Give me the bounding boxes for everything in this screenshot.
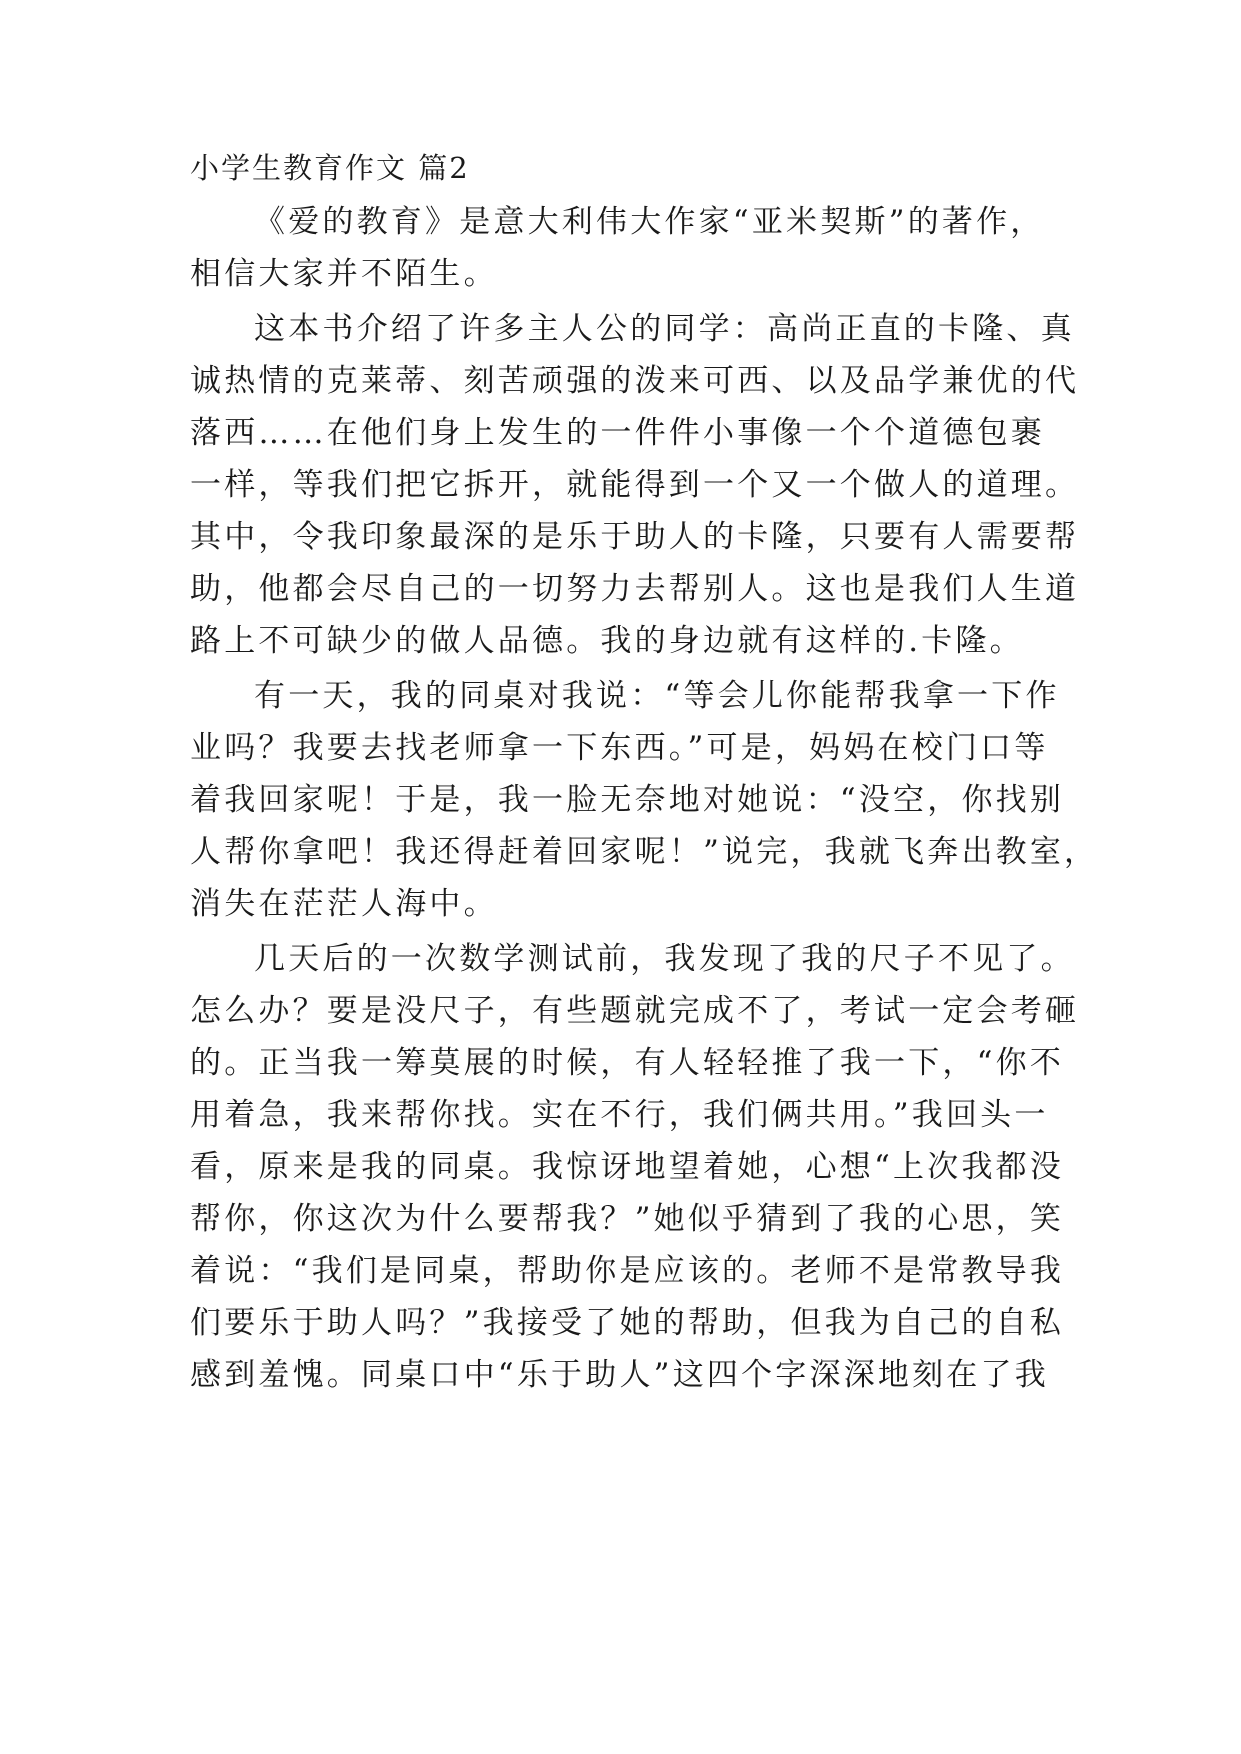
paragraph-3-line-4: 人帮你拿吧！我还得赶着回家呢！”说完，我就飞奔出教室， — [190, 834, 1099, 870]
paragraph-4-line-2: 怎么办？要是没尺子，有些题就完成不了，考试一定会考砸 — [190, 993, 1080, 1029]
paragraph-4-line-7: 着说：“我们是同桌，帮助你是应该的。老师不是常教导我 — [190, 1253, 1065, 1289]
paragraph-2-line-2: 诚热情的克莱蒂、刻苦顽强的泼来可西、以及品学兼优的代 — [190, 363, 1080, 399]
paragraph-2-line-5: 其中，令我印象最深的是乐于助人的卡隆，只要有人需要帮 — [190, 519, 1080, 555]
paragraph-2-line-4: 一样，等我们把它拆开，就能得到一个又一个做人的道理。 — [190, 467, 1080, 503]
paragraph-2-line-7: 路上不可缺少的做人品德。我的身边就有这样的.卡隆。 — [190, 623, 1024, 659]
paragraph-2-line-1: 这本书介绍了许多主人公的同学：高尚正直的卡隆、真 — [254, 311, 1075, 347]
paragraph-4-line-5: 看，原来是我的同桌。我惊讶地望着她，心想“上次我都没 — [190, 1149, 1065, 1185]
paragraph-2-line-3: 落西……在他们身上发生的一件件小事像一个个道德包裹 — [190, 415, 1045, 451]
paragraph-4-line-8: 们要乐于助人吗？”我接受了她的帮助，但我为自己的自私 — [190, 1305, 1065, 1341]
paragraph-3-line-2: 业吗？我要去找老师拿一下东西。”可是，妈妈在校门口等 — [190, 730, 1049, 766]
paragraph-2-line-6: 助，他都会尽自己的一切努力去帮别人。这也是我们人生道 — [190, 571, 1080, 607]
paragraph-4-line-1: 几天后的一次数学测试前，我发现了我的尺子不见了。 — [254, 941, 1075, 977]
paragraph-1-line-1: 《爱的教育》是意大利伟大作家“亚米契斯”的著作， — [254, 204, 1045, 240]
paragraph-4-line-4: 用着急，我来帮你找。实在不行，我们俩共用。”我回头一 — [190, 1097, 1049, 1133]
paragraph-4-line-9: 感到羞愧。同桌口中“乐于助人”这四个字深深地刻在了我 — [190, 1357, 1049, 1393]
paragraph-3-line-1: 有一天，我的同桌对我说：“等会儿你能帮我拿一下作 — [254, 678, 1060, 714]
paragraph-4-line-3: 的。正当我一筹莫展的时候，有人轻轻推了我一下，“你不 — [190, 1045, 1065, 1081]
essay-title: 小学生教育作文 篇2 — [190, 151, 470, 185]
paragraph-1-line-2: 相信大家并不陌生。 — [190, 256, 498, 292]
paragraph-3-line-3: 着我回家呢！于是，我一脸无奈地对她说：“没空，你找别 — [190, 782, 1065, 818]
paragraph-4-line-6: 帮你，你这次为什么要帮我？”她似乎猜到了我的心思，笑 — [190, 1201, 1065, 1237]
paragraph-3-line-5: 消失在茫茫人海中。 — [190, 886, 498, 922]
